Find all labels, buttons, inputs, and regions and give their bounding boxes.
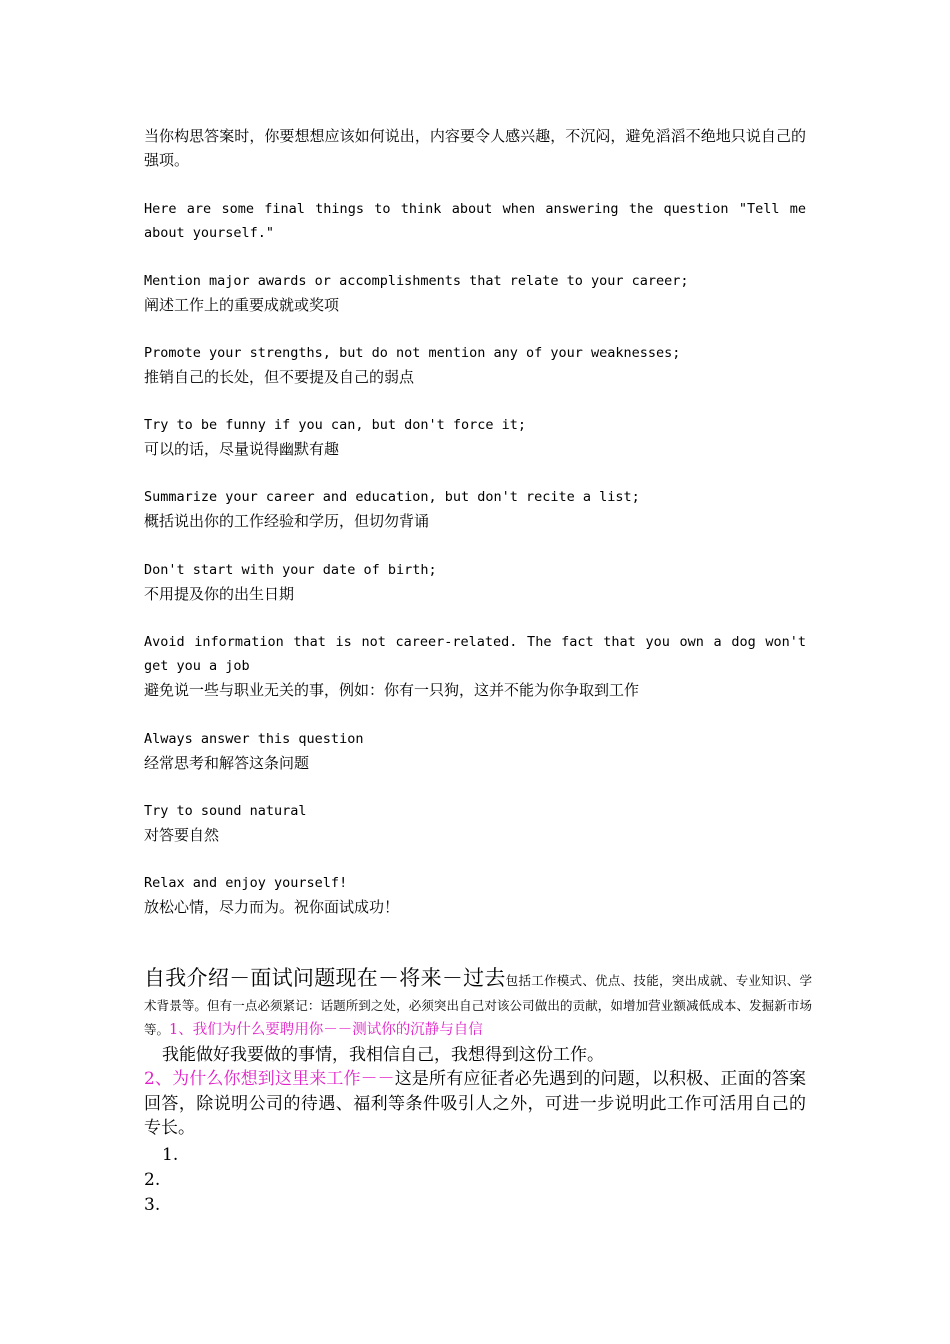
tip-8	[144, 799, 806, 847]
list-number-3: 3.	[144, 1195, 161, 1215]
tip-4-en: Summarize your career and education, but don't recite a list;	[144, 489, 640, 505]
tip-6-en: Avoid information that is not career-related. The fact that you own a dog won't get you a job	[144, 634, 806, 674]
tip-2-cn: 推销自己的长处，但不要提及自己的弱点	[144, 368, 415, 386]
tip-3-cn: 可以的话，尽量说得幽默有趣	[144, 440, 340, 458]
question-2-paragraph	[144, 1067, 806, 1141]
tip-1-cn: 阐述工作上的重要成就或奖项	[144, 296, 340, 314]
tip-2	[144, 341, 806, 389]
tip-6-cn: 避免说一些与职业无关的事，例如：你有一只狗，这并不能为你争取到工作	[144, 681, 640, 699]
tip-4	[144, 485, 806, 533]
answer-2: 这是所有应征者必先遇到的问题，以积极、正面的答案回答，除说明公司的待遇、福利等条件吸引人之外，可进一步说明此工作可活用自己的专长。	[144, 1069, 806, 1138]
tip-3	[144, 413, 806, 461]
section2-intro	[144, 962, 812, 1042]
tip-1-en: Mention major awards or accomplishments that relate to your career;	[144, 273, 689, 289]
tip-9	[144, 871, 806, 919]
list-number-1: 1.	[162, 1145, 179, 1165]
tip-5-cn: 不用提及你的出生日期	[144, 585, 295, 603]
tip-5-en: Don't start with your date of birth;	[144, 562, 437, 578]
tip-6	[144, 630, 806, 702]
section2-title: 自我介绍－面试问题现在－将来－过去	[144, 966, 506, 990]
tip-8-cn: 对答要自然	[144, 826, 220, 844]
final-things-paragraph-en: Here are some final things to think about when answering the question "Tell me about yourself."	[144, 201, 806, 241]
tip-7-cn: 经常思考和解答这条问题	[144, 754, 310, 772]
tip-2-en: Promote your strengths, but do not mention any of your weaknesses;	[144, 345, 681, 361]
tip-8-en: Try to sound natural	[144, 803, 307, 819]
intro-paragraph-cn: 当你构思答案时，你要想想应该如何说出，内容要令人感兴趣，不沉闷，避免滔滔不绝地只说自己的强项。	[144, 127, 806, 169]
tip-9-cn: 放松心情，尽力而为。祝你面试成功！	[144, 898, 400, 916]
answer-1: 我能做好我要做的事情，我相信自己，我想得到这份工作。	[162, 1045, 604, 1065]
question-2: 2、为什么你想到这里来工作－－	[144, 1069, 395, 1089]
tip-5	[144, 558, 806, 606]
question-1: 1、我们为什么要聘用你－－测试你的沉静与自信	[169, 1022, 483, 1038]
tip-1	[144, 269, 806, 317]
tip-9-en: Relax and enjoy yourself!	[144, 875, 348, 891]
list-number-2: 2.	[144, 1170, 161, 1190]
tip-7	[144, 727, 806, 775]
tip-4-cn: 概括说出你的工作经验和学历，但切勿背诵	[144, 512, 430, 530]
tip-3-en: Try to be funny if you can, but don't force it;	[144, 417, 527, 433]
tip-7-en: Always answer this question	[144, 731, 364, 747]
section2-title-desc: 包括工作模式、优点、技能，突出成就、专业知识、学术背景等。但有一点必须紧记：话题所到之处，必须突出自己对该公司做出的贡献，如增加营业额减低成本、发掘新市场等。	[144, 973, 812, 1037]
